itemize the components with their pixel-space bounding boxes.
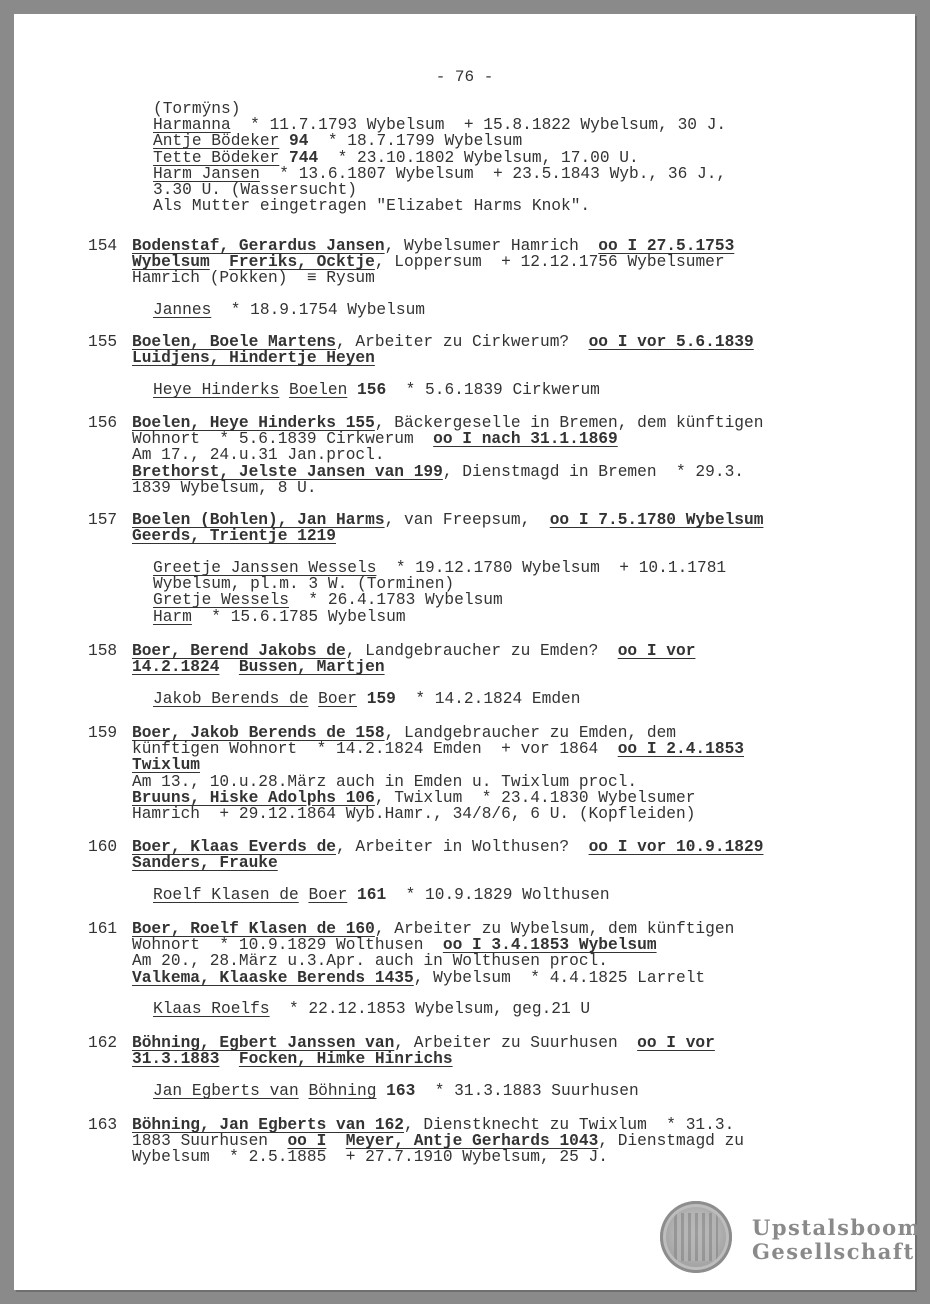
entry-text	[132, 921, 852, 986]
person-name: oo I vor	[637, 1034, 715, 1052]
text-segment: , Bäckergeselle in Bremen, dem künftigen	[374, 414, 764, 432]
person-name: Sanders, Frauke	[132, 854, 278, 873]
child-line	[153, 382, 600, 398]
children-list	[153, 302, 425, 318]
person-name: Boer, Jakob Berends de 158	[132, 724, 385, 742]
society-logo-text	[752, 1216, 921, 1264]
person-name: Bruuns, Hiske Adolphs 106	[132, 788, 375, 807]
person-name: oo I	[287, 1132, 327, 1151]
text-segment: , Twixlum * 23.4.1830 Wybelsumer	[374, 788, 696, 807]
text-segment	[308, 690, 318, 708]
reference-number: 161	[357, 886, 387, 904]
page-number: - 76 -	[435, 68, 494, 86]
text-segment: Als Mutter eingetragen "Elizabet Harms Knok".	[153, 197, 591, 216]
text-segment: , Arbeiter zu Suurhusen	[394, 1034, 638, 1052]
entry-text	[132, 415, 852, 496]
reference-number: 744	[289, 148, 319, 167]
text-segment: * 26.4.1783 Wybelsum	[289, 591, 503, 610]
text-segment: * 11.7.1793 Wybelsum + 15.8.1822 Wybelsum, 30 J.	[230, 116, 727, 135]
child-name: Antje Bödeker	[153, 132, 280, 151]
children-list	[153, 382, 600, 398]
intro-line	[153, 182, 726, 198]
person-name: Boer, Berend Jakobs de	[132, 642, 346, 660]
entry-line	[132, 350, 852, 366]
text-segment: * 13.6.1807 Wybelsum + 23.5.1843 Wyb., 36 J.,	[259, 164, 727, 183]
person-name: Valkema, Klaaske Berends 1435	[132, 968, 414, 987]
person-name: Wybelsum	[132, 253, 210, 272]
child-name: Harm Jansen	[153, 164, 260, 183]
person-name: oo I vor 5.6.1839	[588, 333, 754, 351]
entry-text	[132, 1035, 852, 1067]
entry-number: 155	[88, 333, 118, 351]
child-name: Harmanna	[153, 116, 231, 135]
children-list	[153, 1001, 590, 1017]
child-line	[153, 302, 425, 318]
children-list	[153, 887, 610, 903]
child-name: Klaas Roelfs	[153, 1000, 270, 1018]
text-segment: Wybelsum * 2.5.1885 + 27.7.1910 Wybelsum, 25 J.	[132, 1148, 608, 1167]
text-segment: Hamrich (Pokken) ≡ Rysum	[132, 269, 375, 288]
society-seal-icon	[660, 1201, 732, 1273]
text-segment: Wohnort * 5.6.1839 Cirkwerum	[132, 430, 434, 449]
reference-number: 94	[289, 132, 309, 151]
text-segment: * 14.2.1824 Emden	[395, 690, 581, 708]
entry-line	[132, 1133, 852, 1149]
reference-number: 156	[357, 381, 387, 399]
child-line	[153, 887, 610, 903]
entry-line	[132, 1051, 852, 1067]
text-segment: * 5.6.1839 Cirkwerum	[386, 381, 600, 399]
person-name: Böhning, Egbert Janssen van	[132, 1034, 395, 1052]
entry-text	[132, 512, 852, 544]
person-name: Geerds, Trientje 1219	[132, 527, 336, 546]
entry-line	[132, 334, 852, 350]
entry-line	[132, 643, 852, 659]
logo-line-1: Upstalsboom	[752, 1215, 922, 1240]
entry-text	[132, 725, 852, 822]
reference-number: 163	[386, 1082, 416, 1100]
entry-line	[132, 447, 852, 463]
entry-line	[132, 790, 852, 806]
entry-line	[132, 238, 852, 254]
text-segment: * 23.10.1802 Wybelsum, 17.00 U.	[318, 148, 639, 167]
entry-number: 158	[88, 642, 118, 660]
person-name: Boelen, Boele Martens	[132, 333, 336, 351]
text-segment: , Arbeiter zu Wybelsum, dem künftigen	[374, 920, 735, 938]
intro-line	[153, 117, 726, 133]
child-name: Boelen	[289, 381, 348, 399]
text-segment: Am 17., 24.u.31 Jan.procl.	[132, 446, 385, 465]
text-segment: Hamrich + 29.12.1864 Wyb.Hamr., 34/8/6, 6 U. (Kopfleiden)	[132, 804, 696, 823]
entry-line	[132, 725, 852, 741]
text-segment: 3.30 U. (Wassersucht)	[153, 180, 357, 199]
entry-line	[132, 528, 852, 544]
children-list	[153, 560, 726, 625]
text-segment	[219, 658, 238, 676]
text-segment: * 15.6.1785 Wybelsum	[191, 607, 406, 626]
text-segment: * 18.9.1754 Wybelsum	[211, 301, 426, 319]
text-segment: * 19.12.1780 Wybelsum + 10.1.1781	[376, 559, 727, 577]
text-segment: Am 20., 28.März u.3.Apr. auch in Wolthusen procl.	[132, 952, 608, 971]
entry-line	[132, 774, 852, 790]
entry-line	[132, 431, 852, 447]
person-name: Böhning, Jan Egberts van 162	[132, 1116, 404, 1134]
entry-line	[132, 953, 852, 969]
entry-line	[132, 921, 852, 937]
text-segment: , Wybelsum * 4.4.1825 Larrelt	[413, 968, 706, 987]
entry-line	[132, 464, 852, 480]
intro-line	[153, 150, 726, 166]
entry-line	[132, 512, 852, 528]
entry-text	[132, 643, 852, 675]
entry-line	[132, 1117, 852, 1133]
text-segment	[299, 886, 309, 904]
person-name: Boer, Roelf Klasen de 160	[132, 920, 375, 938]
person-name: 14.2.1824	[132, 658, 220, 677]
text-segment: * 31.3.1883 Suurhusen	[415, 1082, 639, 1100]
text-segment: , Dienstknecht zu Twixlum * 31.3.	[404, 1116, 735, 1134]
person-name: oo I 27.5.1753	[598, 237, 735, 255]
text-segment: , Dienstmagd in Bremen * 29.3.	[442, 462, 744, 481]
person-name: oo I vor	[617, 642, 696, 660]
text-segment: * 18.7.1799 Wybelsum	[308, 132, 523, 151]
person-name: Luidjens, Hindertje Heyen	[132, 349, 375, 368]
text-segment: Wybelsum, pl.m. 3 W. (Torminen)	[153, 575, 455, 594]
person-name: oo I 3.4.1853 Wybelsum	[442, 936, 657, 955]
child-name: Roelf Klasen de	[153, 886, 299, 904]
text-segment: , Loppersum + 12.12.1756 Wybelsumer	[374, 253, 725, 272]
person-name: oo I nach 31.1.1869	[433, 430, 618, 449]
text-segment: , Landgebraucher zu Emden?	[345, 642, 618, 660]
entry-number: 156	[88, 414, 118, 432]
text-segment	[347, 381, 357, 399]
intro-line	[153, 198, 726, 214]
text-segment	[357, 690, 367, 708]
child-name: Jan Egberts van	[153, 1082, 299, 1100]
text-segment	[299, 1082, 309, 1100]
entry-line	[132, 970, 852, 986]
text-segment: * 22.12.1853 Wybelsum, geg.21 U	[269, 1000, 591, 1018]
entry-number: 160	[88, 838, 118, 856]
child-name: Jakob Berends de	[153, 690, 309, 708]
child-name: Gretje Wessels	[153, 591, 289, 610]
entry-number: 154	[88, 237, 118, 255]
entry-text	[132, 238, 852, 287]
reference-number: 159	[366, 690, 396, 708]
intro-lines	[153, 101, 726, 214]
text-segment: , Dienstmagd zu	[598, 1132, 745, 1151]
text-segment: 1883 Suurhusen	[132, 1132, 288, 1151]
person-name: Brethorst, Jelste Jansen van 199	[132, 462, 443, 481]
intro-line	[153, 101, 726, 117]
entry-text	[132, 334, 852, 366]
person-name: oo I 2.4.1853	[617, 740, 745, 759]
entry-line	[132, 270, 852, 286]
entry-line	[132, 1035, 852, 1051]
child-name: Boer	[318, 690, 358, 708]
person-name: Boelen, Heye Hinderks 155	[132, 414, 375, 432]
text-segment: künftigen Wohnort * 14.2.1824 Emden + vor 1864	[132, 740, 618, 759]
person-name: Bodenstaf, Gerardus Jansen	[132, 237, 385, 255]
person-name: Freriks, Ocktje	[229, 253, 375, 272]
entry-line	[132, 855, 852, 871]
child-line	[153, 1001, 590, 1017]
person-name: oo I vor 10.9.1829	[588, 838, 764, 856]
logo-line-2: Gesellschaft	[752, 1239, 915, 1264]
person-name: Meyer, Antje Gerhards 1043	[345, 1132, 599, 1151]
child-name: Jannes	[153, 301, 212, 319]
entry-text	[132, 1117, 852, 1166]
text-segment	[376, 1082, 386, 1100]
child-line	[153, 691, 580, 707]
text-segment	[219, 1050, 238, 1068]
person-name: oo I 7.5.1780 Wybelsum	[549, 511, 764, 529]
children-list	[153, 691, 580, 707]
intro-line	[153, 133, 726, 149]
child-line	[153, 1083, 639, 1099]
person-name: 31.3.1883	[132, 1050, 220, 1069]
child-line	[153, 592, 726, 608]
person-name: Boelen (Bohlen), Jan Harms	[132, 511, 385, 529]
text-segment: , Landgebraucher zu Emden, dem	[384, 724, 677, 742]
entry-line	[132, 254, 852, 270]
child-name: Heye Hinderks	[153, 381, 280, 399]
entry-text	[132, 839, 852, 871]
child-name: Boer	[308, 886, 348, 904]
intro-line	[153, 166, 726, 182]
text-segment: (Tormÿns)	[153, 100, 241, 118]
child-line	[153, 609, 726, 625]
child-name: Tette Bödeker	[153, 148, 280, 167]
entry-line	[132, 415, 852, 431]
text-segment: , Arbeiter in Wolthusen?	[336, 838, 589, 856]
person-name: Bussen, Martjen	[238, 658, 385, 677]
document-body	[14, 14, 915, 1290]
child-line	[153, 560, 726, 576]
text-segment: Am 13., 10.u.28.März auch in Emden u. Twixlum procl.	[132, 772, 638, 791]
person-name: Focken, Himke Hinrichs	[238, 1050, 453, 1069]
entry-number: 159	[88, 724, 118, 742]
entry-line	[132, 741, 852, 757]
person-name: Twixlum	[132, 756, 200, 775]
entry-line	[132, 757, 852, 773]
text-segment	[347, 886, 357, 904]
entry-line	[132, 480, 852, 496]
person-name: Boer, Klaas Everds de	[132, 838, 336, 856]
entry-line	[132, 806, 852, 822]
child-line	[153, 576, 726, 592]
entry-line	[132, 937, 852, 953]
entry-line	[132, 839, 852, 855]
entry-number: 161	[88, 920, 118, 938]
text-segment: , Arbeiter zu Cirkwerum?	[336, 333, 589, 351]
child-name: Böhning	[308, 1082, 377, 1100]
text-segment: , Wybelsumer Hamrich	[384, 237, 599, 255]
entry-line	[132, 1149, 852, 1165]
text-segment: , van Freepsum,	[384, 511, 550, 529]
entry-line	[132, 659, 852, 675]
entry-number: 162	[88, 1034, 118, 1052]
children-list	[153, 1083, 639, 1099]
child-name: Greetje Janssen Wessels	[153, 559, 377, 577]
entry-number: 163	[88, 1116, 118, 1134]
text-segment: 1839 Wybelsum, 8 U.	[132, 478, 317, 497]
text-segment	[279, 381, 289, 399]
document-page	[14, 14, 922, 1290]
child-name: Harm	[153, 607, 192, 626]
text-segment: Wohnort * 10.9.1829 Wolthusen	[132, 936, 443, 955]
entry-number: 157	[88, 511, 118, 529]
text-segment: * 10.9.1829 Wolthusen	[386, 886, 610, 904]
